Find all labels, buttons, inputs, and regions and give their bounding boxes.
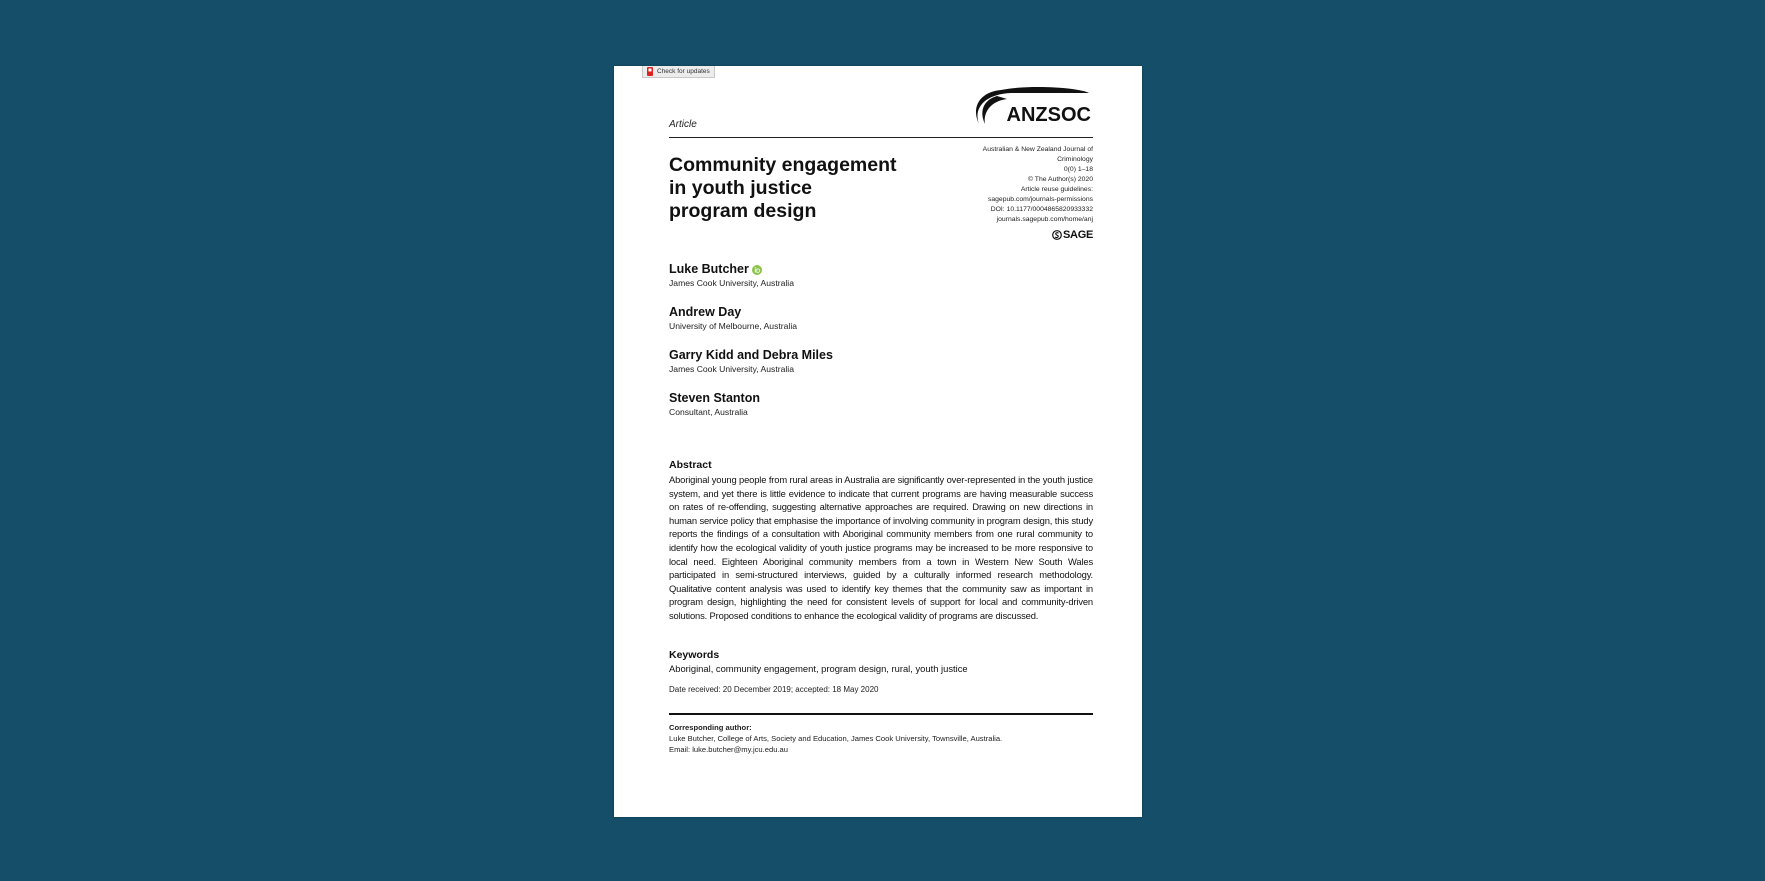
author-name: Andrew Day [669,305,742,319]
corresponding-heading: Corresponding author: [669,723,752,732]
author-name: Steven Stanton [669,391,760,405]
title-line: Community engagement [669,154,897,176]
title-line: in youth justice [669,177,813,199]
corresponding-address: Luke Butcher, College of Arts, Society and Education, James Cook University, Townsville, Australia. [669,734,1003,743]
crossmark-icon [646,67,654,76]
corresponding-author [669,722,1093,755]
doi[interactable]: DOI: 10.1177/0004865820933332 [990,206,1093,213]
author-name: Garry Kidd and Debra Miles [669,348,833,362]
keywords-heading: Keywords [669,649,720,661]
author-entry [669,262,794,289]
header-rule [669,137,1093,138]
corresponding-email[interactable]: Email: luke.butcher@my.jcu.edu.au [669,745,788,754]
logo-text: ANZSOC [1006,104,1091,126]
journal-home-link[interactable]: journals.sagepub.com/home/anj [996,216,1093,223]
author-affiliation: James Cook University, Australia [669,278,794,288]
permissions-link[interactable]: sagepub.com/journals-permissions [987,196,1093,203]
volume-pages: 0(0) 1–18 [1063,166,1093,173]
document-page [614,66,1142,817]
submission-dates: Date received: 20 December 2019; accepted: 18 May 2020 [669,685,879,694]
journal-name-line: Criminology [1057,156,1093,163]
title-line: program design [669,200,817,222]
author-entry [669,391,760,418]
publisher-logo [1052,229,1093,241]
author-affiliation: University of Melbourne, Australia [669,321,798,331]
check-for-updates-button[interactable] [642,66,715,78]
footer-rule [669,713,1093,715]
publisher-name: SAGE [1063,229,1093,241]
journal-metadata [933,145,1093,225]
author-affiliation: Consultant, Australia [669,407,748,417]
reuse-label: Article reuse guidelines: [1020,186,1093,193]
abstract-text: Aboriginal young people from rural areas in Australia are significantly over-represented in the youth justice system, and yet there is little evidence to indicate that current programs are having measurable success on rates of re-offending, suggesting alternative approaches are required. Drawing on new directions in human service policy that emphasise the importance of involving community in program design, this study reports the findings of a consultation with Aboriginal community members from one rural community to identify how the ecological validity of youth justice programs may be increased to be more responsive to local need. Eighteen Aboriginal community members from a town in Western New South Wales participated in semi-structured interviews, guided by a culturally informed research methodology. Qualitative content analysis was used to identify key themes that the community saw as important in program design, highlighting the need for consistent levels of support for local and community-driven solutions. Proposed conditions to enhance the ecological validity of programs are discussed. [669,474,1093,621]
copyright: © The Author(s) 2020 [1028,176,1093,183]
sage-icon [1052,230,1062,240]
abstract-heading: Abstract [669,459,712,471]
author-affiliation: James Cook University, Australia [669,364,794,374]
paper-title [669,154,929,223]
anzsoc-logo [971,84,1093,130]
author-entry [669,348,833,375]
article-type: Article [669,119,697,130]
author-entry [669,305,797,332]
check-for-updates-label: Check for updates [657,68,710,75]
orcid-icon[interactable] [752,265,762,275]
author-name: Luke Butcher [669,262,794,277]
keywords-text: Aboriginal, community engagement, program design, rural, youth justice [669,663,968,674]
journal-name-line: Australian & New Zealand Journal of [982,146,1093,153]
